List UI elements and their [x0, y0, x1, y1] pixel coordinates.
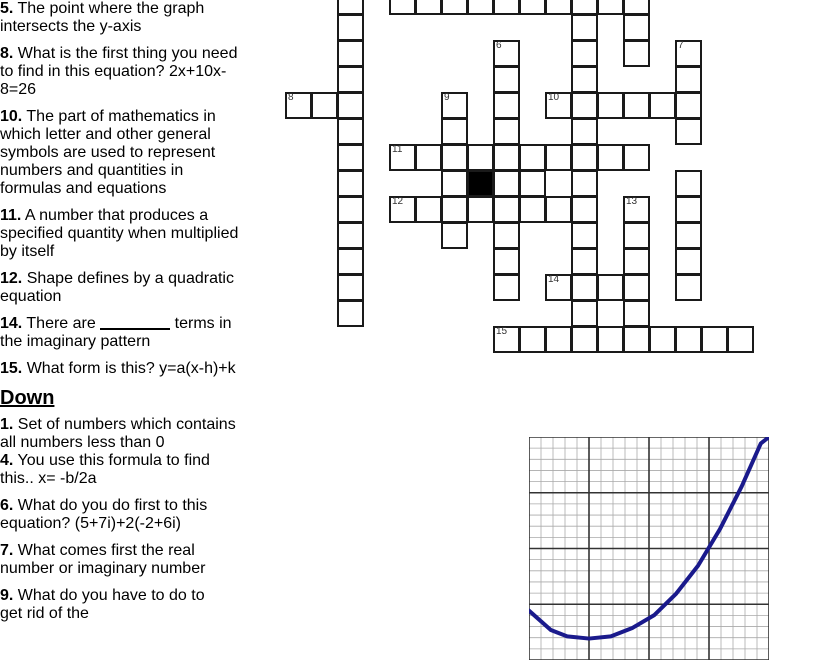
crossword-cell[interactable]: [571, 170, 598, 197]
clue-text-14-pre: There are: [26, 315, 101, 332]
crossword-cell-number: 8: [288, 92, 294, 103]
crossword-cell[interactable]: [441, 0, 468, 15]
clue-text-14-post: terms in the imaginary pattern: [0, 315, 232, 350]
crossword-cell[interactable]: [441, 144, 468, 171]
crossword-cell[interactable]: [597, 326, 624, 353]
crossword-cell[interactable]: [571, 300, 598, 327]
crossword-cell[interactable]: [623, 300, 650, 327]
clue-item-1: [0, 416, 240, 452]
crossword-cell[interactable]: [389, 144, 416, 171]
crossword-cell[interactable]: [545, 196, 572, 223]
crossword-cell[interactable]: [441, 170, 468, 197]
crossword-cell[interactable]: [337, 66, 364, 93]
crossword-cell[interactable]: [337, 92, 364, 119]
crossword-block-cell: [467, 170, 494, 197]
crossword-cell[interactable]: [415, 0, 442, 15]
clue-text-4: You use this formula to find this.. x= -b/2a: [0, 452, 210, 487]
crossword-cell[interactable]: [337, 274, 364, 301]
crossword-cell[interactable]: [623, 196, 650, 223]
crossword-cell[interactable]: [571, 274, 598, 301]
clue-number-8: 8.: [0, 45, 14, 62]
crossword-cell[interactable]: [519, 170, 546, 197]
crossword-grid[interactable]: [285, 0, 816, 388]
clue-text-12: Shape defines by a quadratic equation: [0, 270, 234, 305]
crossword-cell[interactable]: [545, 326, 572, 353]
crossword-cell[interactable]: [623, 144, 650, 171]
crossword-cell[interactable]: [441, 196, 468, 223]
crossword-cell[interactable]: [493, 92, 520, 119]
crossword-cell[interactable]: [675, 248, 702, 275]
crossword-cell-number: 11: [392, 144, 403, 155]
crossword-cell[interactable]: [571, 14, 598, 41]
crossword-cell[interactable]: [493, 196, 520, 223]
crossword-cell[interactable]: [493, 144, 520, 171]
crossword-cell[interactable]: [415, 144, 442, 171]
crossword-cell[interactable]: [389, 0, 416, 15]
clue-number-10: 10.: [0, 108, 23, 125]
crossword-cell[interactable]: [675, 196, 702, 223]
crossword-cell[interactable]: [337, 144, 364, 171]
crossword-cell-number: 10: [548, 92, 560, 103]
clue-number-9: 9.: [0, 587, 14, 604]
crossword-cell-number: 6: [496, 40, 502, 51]
crossword-cell[interactable]: [727, 326, 754, 353]
crossword-cell[interactable]: [623, 0, 650, 15]
crossword-cell-number: 14: [548, 274, 560, 285]
clue-item-5: [0, 0, 240, 36]
clue-number-15: 15.: [0, 360, 23, 377]
clue-item-14: [0, 315, 240, 351]
crossword-cell[interactable]: [571, 144, 598, 171]
clue-text-8: What is the first thing you need to find in this equation? 2x+10x-8=26: [0, 45, 238, 98]
crossword-cell[interactable]: [675, 66, 702, 93]
crossword-cell[interactable]: [675, 274, 702, 301]
clue-number-11: 11.: [0, 207, 22, 224]
crossword-cell[interactable]: [337, 118, 364, 145]
crossword-cell[interactable]: [415, 196, 442, 223]
crossword-cell[interactable]: [389, 196, 416, 223]
crossword-cell[interactable]: [597, 92, 624, 119]
parabola-graph: [529, 437, 769, 660]
crossword-cell[interactable]: [597, 144, 624, 171]
crossword-cell[interactable]: [493, 274, 520, 301]
crossword-cell[interactable]: [337, 196, 364, 223]
crossword-cell[interactable]: [493, 40, 520, 67]
graph-svg: [529, 437, 769, 660]
across-clues-column: [0, 0, 240, 452]
crossword-cell[interactable]: [467, 196, 494, 223]
crossword-cell[interactable]: [493, 0, 520, 15]
crossword-cell[interactable]: [493, 326, 520, 353]
clue-item-15: [0, 360, 240, 378]
crossword-cell[interactable]: [675, 92, 702, 119]
crossword-cell[interactable]: [571, 0, 598, 15]
crossword-cell[interactable]: [571, 92, 598, 119]
crossword-cell[interactable]: [675, 326, 702, 353]
clue-item-4: [0, 452, 228, 488]
crossword-cell[interactable]: [597, 0, 624, 15]
crossword-cell[interactable]: [493, 248, 520, 275]
crossword-cell[interactable]: [467, 144, 494, 171]
crossword-cell[interactable]: [571, 248, 598, 275]
crossword-cell[interactable]: [545, 0, 572, 15]
crossword-cell[interactable]: [545, 92, 572, 119]
crossword-cell[interactable]: [649, 92, 676, 119]
crossword-cell[interactable]: [467, 0, 494, 15]
crossword-cell[interactable]: [337, 170, 364, 197]
clue-item-8: [0, 45, 240, 99]
crossword-cell[interactable]: [441, 92, 468, 119]
crossword-cell[interactable]: [623, 222, 650, 249]
crossword-cell-number: 7: [678, 40, 684, 51]
crossword-cell[interactable]: [675, 40, 702, 67]
crossword-cell[interactable]: [545, 274, 572, 301]
crossword-cell[interactable]: [571, 196, 598, 223]
crossword-cell[interactable]: [519, 196, 546, 223]
crossword-cell[interactable]: [623, 92, 650, 119]
crossword-cell[interactable]: [337, 40, 364, 67]
clue-number-12: 12.: [0, 270, 23, 287]
clue-item-11: [0, 207, 240, 261]
clue-text-11: A number that produces a specified quantity when multiplied by itself: [0, 207, 239, 260]
clue-text-15: What form is this? y=a(x-h)+k: [26, 360, 236, 377]
down-clues-column: [0, 452, 228, 623]
crossword-cell[interactable]: [675, 222, 702, 249]
crossword-cell[interactable]: [493, 222, 520, 249]
crossword-cell[interactable]: [519, 144, 546, 171]
fill-in-blank-line: [100, 328, 170, 330]
clue-text-7: What comes first the real number or imaginary number: [0, 542, 206, 577]
crossword-cell[interactable]: [441, 222, 468, 249]
crossword-cell[interactable]: [285, 92, 312, 119]
clue-number-5: 5.: [0, 0, 14, 17]
crossword-cell[interactable]: [337, 248, 364, 275]
clue-number-7: 7.: [0, 542, 14, 559]
crossword-cell[interactable]: [597, 274, 624, 301]
clue-item-9: [0, 587, 228, 623]
crossword-cell[interactable]: [649, 326, 676, 353]
crossword-cell[interactable]: [519, 0, 546, 15]
crossword-cell[interactable]: [675, 170, 702, 197]
crossword-cell[interactable]: [623, 326, 650, 353]
crossword-cell[interactable]: [337, 300, 364, 327]
crossword-cell-number: 15: [496, 326, 508, 337]
crossword-cell-number: 9: [444, 92, 450, 103]
clue-text-6: What do you do first to this equation? (5+7i)+2(-2+6i): [0, 497, 208, 532]
crossword-cell[interactable]: [623, 14, 650, 41]
clue-number-6: 6.: [0, 497, 14, 514]
crossword-cell[interactable]: [701, 326, 728, 353]
clue-text-1: Set of numbers which contains all numbers less than 0: [0, 416, 236, 451]
clue-item-6: [0, 497, 228, 533]
down-section-heading: Down: [0, 387, 55, 409]
crossword-cell[interactable]: [337, 0, 364, 15]
crossword-cell[interactable]: [493, 170, 520, 197]
crossword-cell[interactable]: [623, 274, 650, 301]
crossword-cell[interactable]: [493, 118, 520, 145]
clue-item-10: [0, 108, 240, 198]
clue-item-7: [0, 542, 228, 578]
crossword-cell-number: 12: [392, 196, 404, 207]
clue-number-1: 1.: [0, 416, 14, 433]
crossword-cell[interactable]: [623, 40, 650, 67]
crossword-cell[interactable]: [337, 14, 364, 41]
crossword-cell[interactable]: [571, 66, 598, 93]
crossword-cell-number: 13: [626, 196, 638, 207]
crossword-cell[interactable]: [571, 118, 598, 145]
crossword-cell[interactable]: [571, 40, 598, 67]
crossword-cell[interactable]: [571, 222, 598, 249]
crossword-cell[interactable]: [545, 144, 572, 171]
crossword-cell[interactable]: [571, 326, 598, 353]
crossword-cell[interactable]: [311, 92, 338, 119]
clue-number-4: 4.: [0, 452, 14, 469]
clue-text-9: What do you have to do to get rid of the: [0, 587, 205, 622]
crossword-cell[interactable]: [337, 222, 364, 249]
crossword-cell[interactable]: [623, 248, 650, 275]
clue-number-14: 14.: [0, 315, 23, 332]
clue-item-12: [0, 270, 240, 306]
crossword-cell[interactable]: [493, 66, 520, 93]
clue-text-10: The part of mathematics in which letter and other general symbols are used to represent numbers and quantities in formulas and equations: [0, 108, 216, 197]
crossword-cell[interactable]: [441, 118, 468, 145]
clue-text-5: The point where the graph intersects the y-axis: [0, 0, 205, 35]
crossword-cell[interactable]: [675, 118, 702, 145]
crossword-cell[interactable]: [519, 326, 546, 353]
